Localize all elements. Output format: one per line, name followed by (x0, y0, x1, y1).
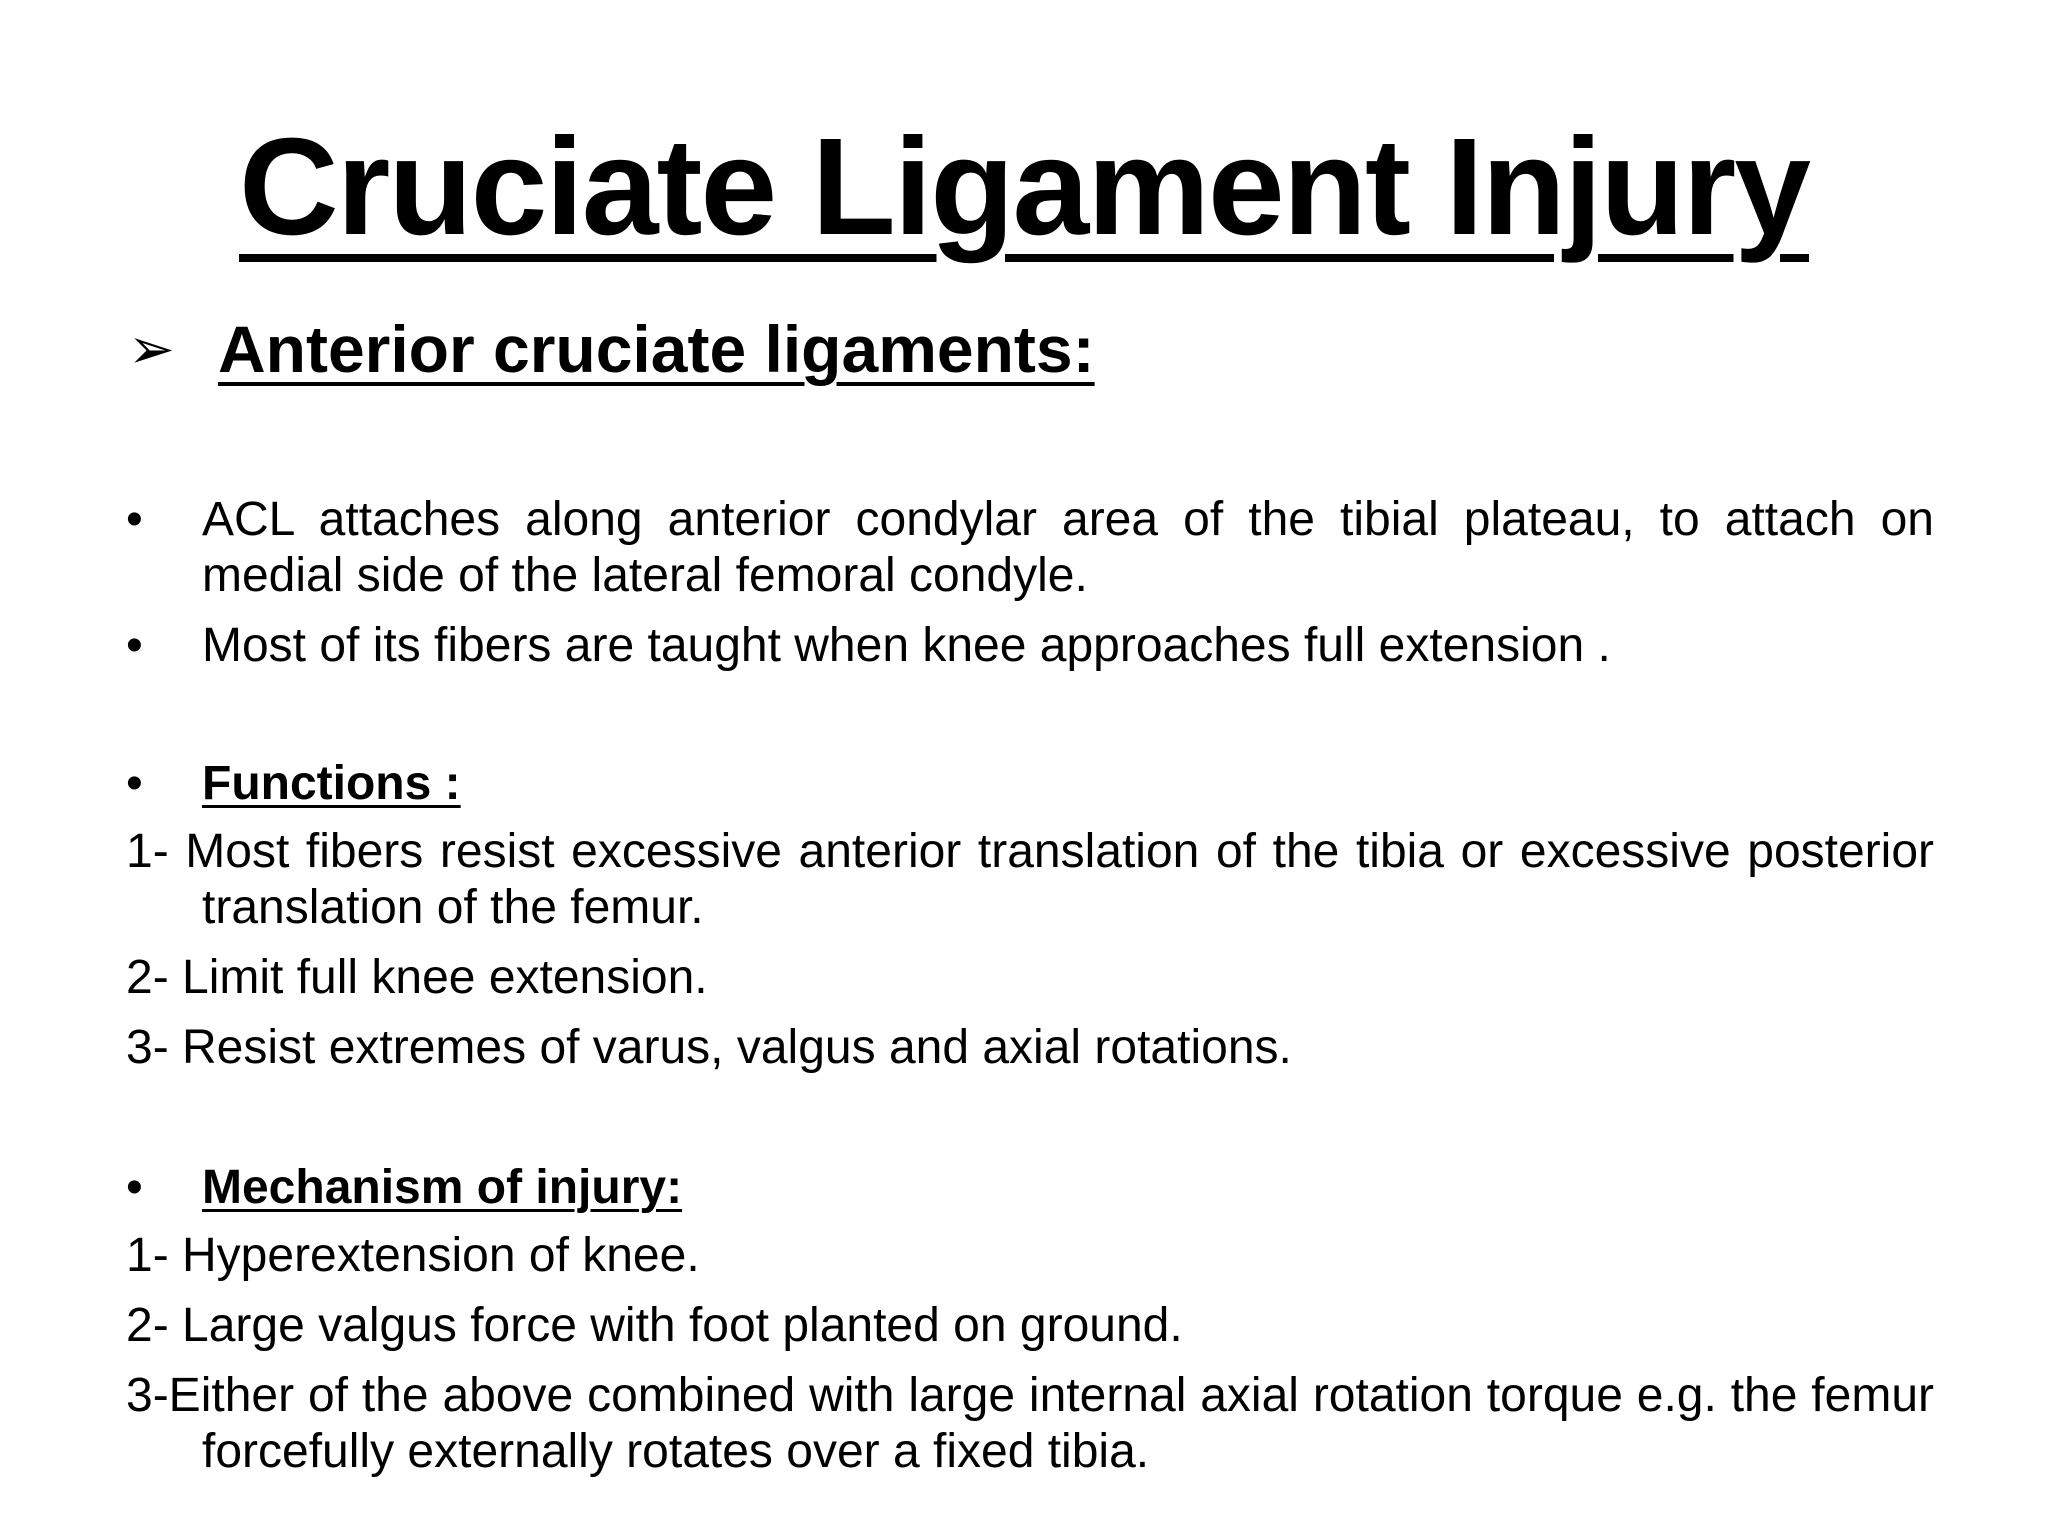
bullet-icon: • (126, 619, 143, 672)
list-item: 3-Either of the above combined with large internal axial rotation torque e.g. the femur forcefully externally rotates over a fixed tibia. (126, 1369, 1934, 1478)
list-item: 2- Limit full knee extension. (126, 951, 708, 1004)
intro-bullet-list (126, 492, 1934, 674)
list-item-text: Most of its fibers are taught when knee approaches full extension . (202, 619, 1611, 672)
bullet-icon: • (126, 757, 143, 810)
section-subheading (128, 310, 1095, 389)
list-item-text: ACL attaches along anterior condylar area of the tibial plateau, to attach on medial side of the lateral femoral condyle. (202, 493, 1934, 602)
mechanism-section (126, 1160, 1934, 1480)
bullet-icon: • (126, 493, 143, 546)
functions-heading (126, 756, 1934, 812)
functions-heading-text: Functions : (202, 757, 461, 810)
bullet-icon: • (126, 1161, 143, 1214)
list-item: 1- Most fibers resist excessive anterior translation of the tibia or excessive posterior translation of the femur. (126, 825, 1934, 934)
list-item (126, 618, 1934, 674)
list-item: 2- Large valgus force with foot planted on ground. (126, 1299, 1183, 1352)
slide-title-text: Cruciate Ligament Injury (239, 110, 1809, 264)
list-item: 3- Resist extremes of varus, valgus and axial rotations. (126, 1021, 1292, 1074)
subheading-text: Anterior cruciate ligaments: (218, 312, 1095, 386)
list-item (126, 492, 1934, 604)
arrow-bullet-icon: ➢ (128, 317, 175, 380)
list-item: 1- Hyperextension of knee. (126, 1229, 700, 1282)
mechanism-heading (126, 1160, 1934, 1216)
mechanism-heading-text: Mechanism of injury: (202, 1161, 683, 1214)
slide-title (0, 112, 2048, 264)
functions-section (126, 756, 1934, 1076)
